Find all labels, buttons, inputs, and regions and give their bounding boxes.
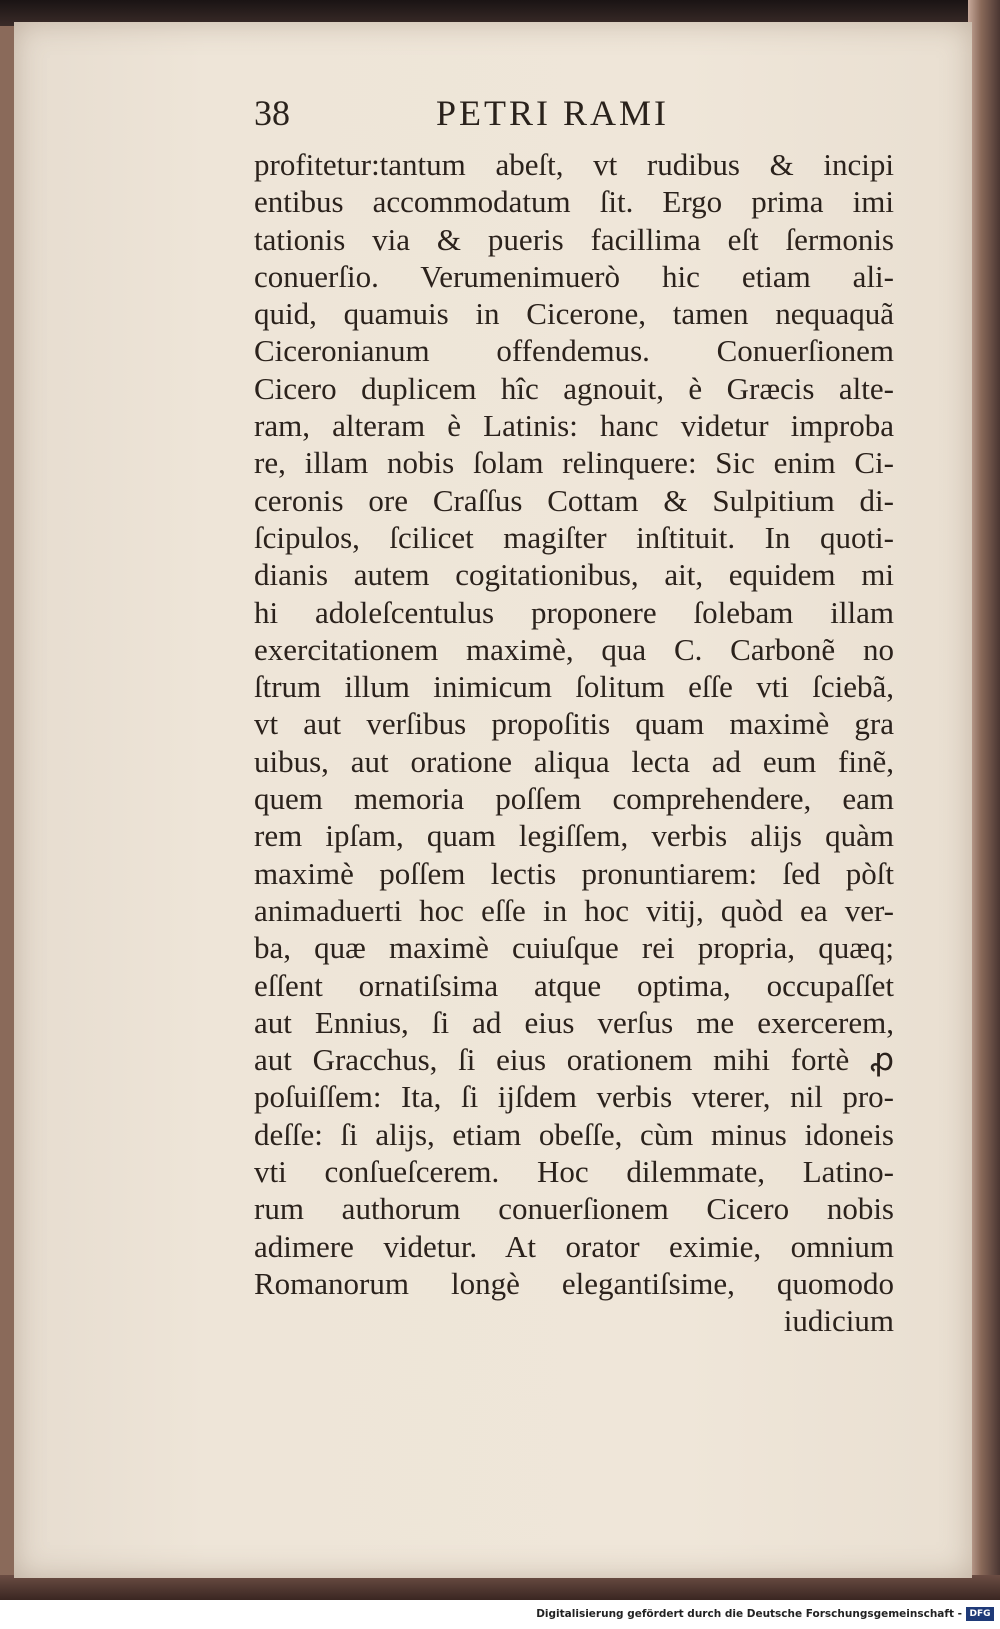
text-line: adimere videtur. At orator eximie, omnium: [254, 1228, 894, 1264]
text-line: ſcipulos, ſcilicet magiſter inſtituit. In quoti-: [254, 519, 894, 555]
text-line: rum authorum conuerſionem Cicero nobis: [254, 1191, 894, 1227]
text-line: profitetur:tantum abeſt, vt rudibus & incipi: [254, 147, 894, 182]
text-line: vti conſueſcerem. Hoc dilemmate, Latino-: [254, 1154, 894, 1190]
text-line: Cicero duplicem hîc agnouit, è Græcis alte-: [254, 370, 894, 406]
text-line: vt aut verſibus propoſitis quam maximè gra: [254, 706, 894, 742]
catchword: iudicium: [783, 1303, 894, 1339]
text-line: ram, alteram è Latinis: hanc videtur improba: [254, 408, 894, 444]
text-line: uibus, aut oratione aliqua lecta ad eum finẽ,: [254, 743, 894, 779]
text-line: entibus accommodatum ſit. Ergo prima imi: [254, 184, 894, 220]
text-line: Romanorum longè elegantiſsime, quomodo: [254, 1265, 894, 1301]
body-text: [254, 146, 894, 1340]
text-line: eſſent ornatiſsima atque optima, occupaſſet: [254, 967, 894, 1003]
text-line: rem ipſam, quam legiſſem, verbis alijs quàm: [254, 818, 894, 854]
digitization-footer: [0, 1600, 1000, 1629]
text-line: tationis via & pueris facillima eſt ſermonis: [254, 221, 894, 257]
text-line: ceronis ore Craſſus Cottam & Sulpitium di-: [254, 482, 894, 518]
text-line: deſſe: ſi alijs, etiam obeſſe, cùm minus idoneis: [254, 1116, 894, 1152]
text-line: quid, quamuis in Cicerone, tamen nequaquã: [254, 296, 894, 332]
book-fore-edge: [968, 0, 1000, 1600]
dfg-logo-icon: DFG: [966, 1607, 994, 1621]
text-line: aut Ennius, ſi ad eius verſus me exercerem,: [254, 1004, 894, 1040]
running-head: [254, 92, 714, 142]
text-line: dianis autem cogitationibus, ait, equidem mi: [254, 557, 894, 593]
text-line: ba, quæ maximè cuiuſque rei propria, quæq;: [254, 930, 894, 966]
running-title: PETRI RAMI: [436, 93, 670, 133]
funding-notice: Digitalisierung gefördert durch die Deutsche Forschungsgemeinschaft -: [536, 1608, 962, 1620]
text-line: animaduerti hoc eſſe in hoc vitij, quòd ea ver-: [254, 892, 894, 928]
text-line: exercitationem maximè, qua C. Carbonẽ no: [254, 631, 894, 667]
text-line: Ciceronianum offendemus. Conuerſionem: [254, 333, 894, 369]
book-bottom-edge: [0, 1575, 1000, 1600]
text-line: conuerſio. Verumenimuerò hic etiam ali-: [254, 258, 894, 294]
text-line: hi adoleſcentulus proponere ſolebam illam: [254, 594, 894, 630]
text-line: maximè poſſem lectis pronuntiarem: ſed pòſt: [254, 855, 894, 891]
text-line: aut Gracchus, ſi eius orationem mihi fortè ꝓ: [254, 1042, 894, 1078]
text-line: quem memoria poſſem comprehendere, eam: [254, 781, 894, 817]
text-line: re, illam nobis ſolam relinquere: Sic enim Ci-: [254, 445, 894, 481]
page-number: 38: [254, 93, 290, 133]
text-line: poſuiſſem: Ita, ſi ijſdem verbis vterer, nil pro-: [254, 1079, 894, 1115]
text-line: ſtrum illum inimicum ſolitum eſſe vti ſciebã,: [254, 669, 894, 705]
